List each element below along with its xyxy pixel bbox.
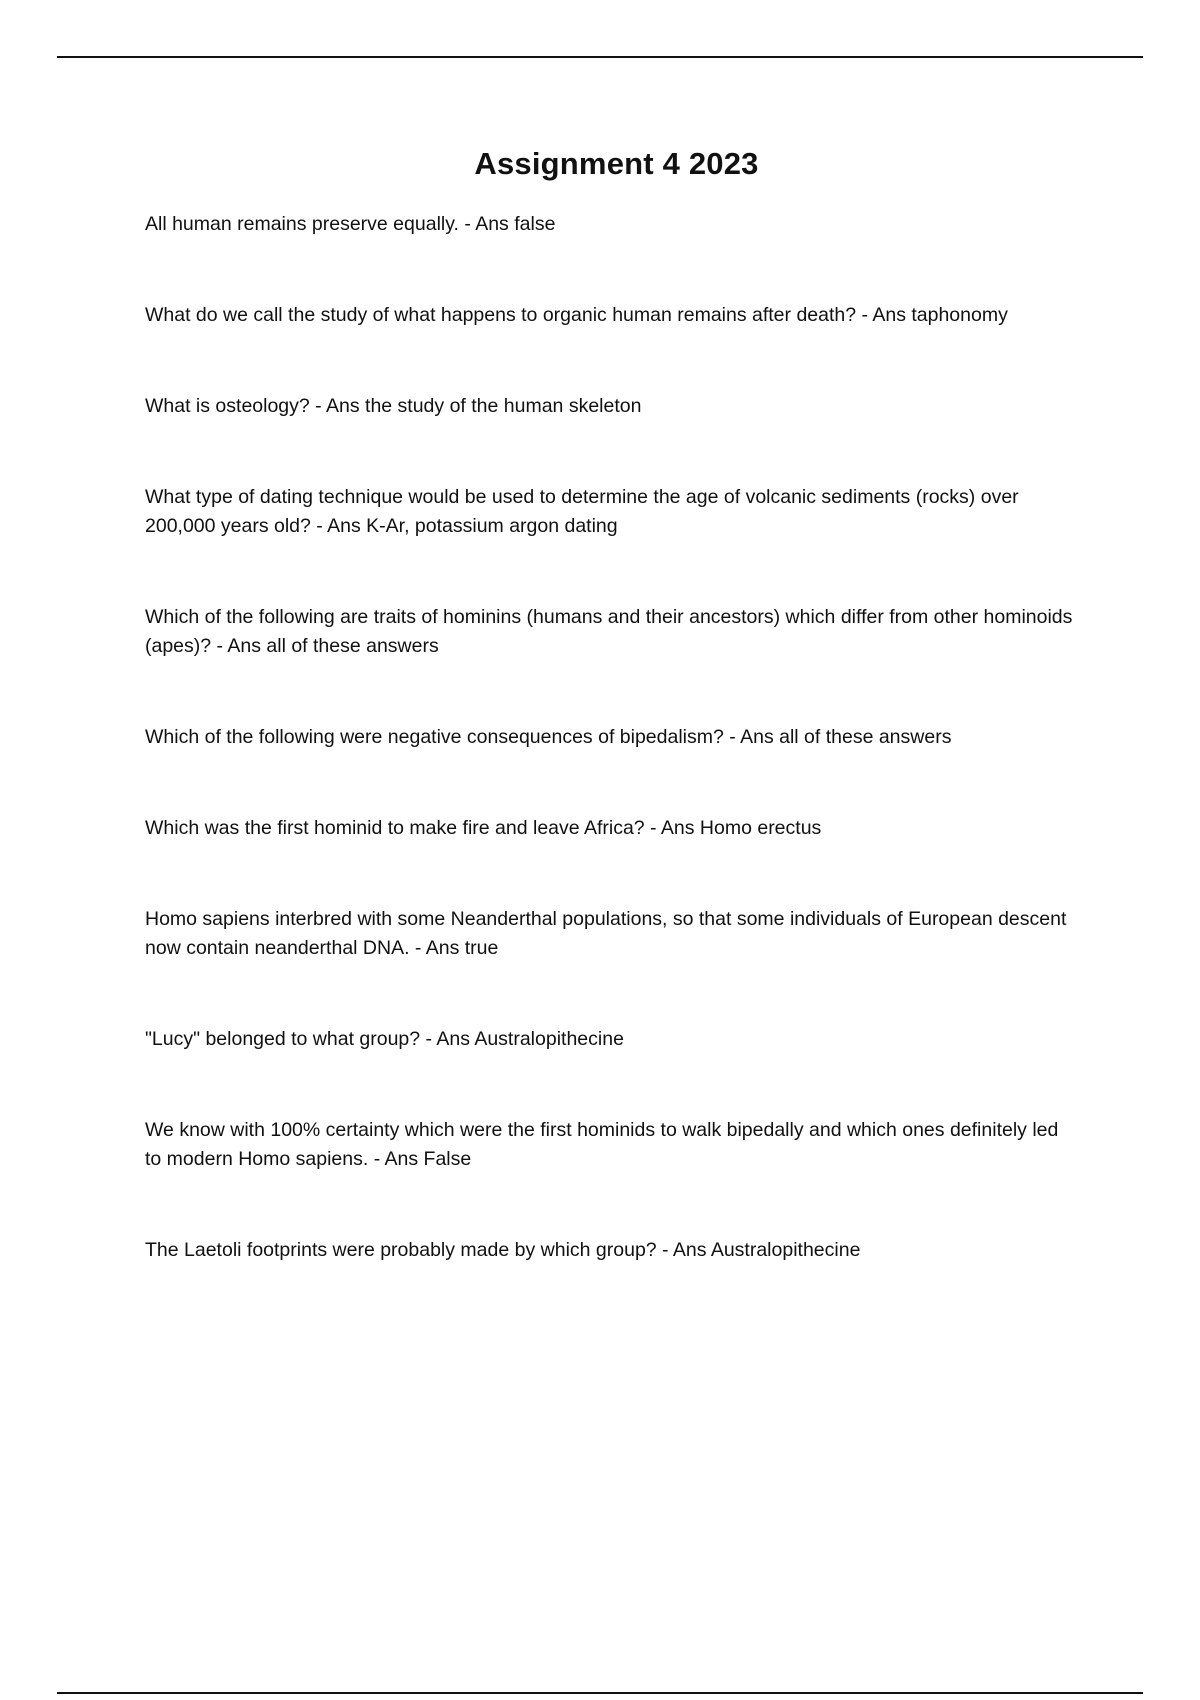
footer-rule — [57, 1692, 1143, 1694]
page-title: Assignment 4 2023 — [474, 146, 759, 181]
qa-item-1: All human remains preserve equally. - Ans false — [145, 213, 556, 235]
qa-item-6: Which of the following were negative consequences of bipedalism? - Ans all of these answers — [145, 726, 952, 748]
header-rule — [57, 56, 1143, 58]
qa-item-5: Which of the following are traits of hominins (humans and their ancestors) which differ from other hominoids (apes)? - Ans all of these answers — [145, 606, 1073, 657]
qa-item-3: What is osteology? - Ans the study of the human skeleton — [145, 395, 642, 417]
qa-item-4: What type of dating technique would be used to determine the age of volcanic sediments (rocks) over 200,000 years old? - Ans K-Ar, potassium argon dating — [145, 486, 1019, 537]
qa-item-10: We know with 100% certainty which were the first hominids to walk bipedally and which ones definitely led to modern Homo sapiens. - Ans False — [145, 1119, 1059, 1170]
qa-item-11: The Laetoli footprints were probably made by which group? - Ans Australopithecine — [145, 1239, 861, 1261]
qa-item-7: Which was the first hominid to make fire and leave Africa? - Ans Homo erectus — [145, 817, 822, 839]
qa-list — [145, 210, 1080, 1265]
qa-item-8: Homo sapiens interbred with some Neanderthal populations, so that some individuals of European descent now contain neanderthal DNA. - Ans true — [145, 908, 1067, 959]
qa-item-9: "Lucy" belonged to what group? - Ans Australopithecine — [145, 1028, 624, 1050]
qa-item-2: What do we call the study of what happens to organic human remains after death? - Ans taphonomy — [145, 304, 1008, 326]
